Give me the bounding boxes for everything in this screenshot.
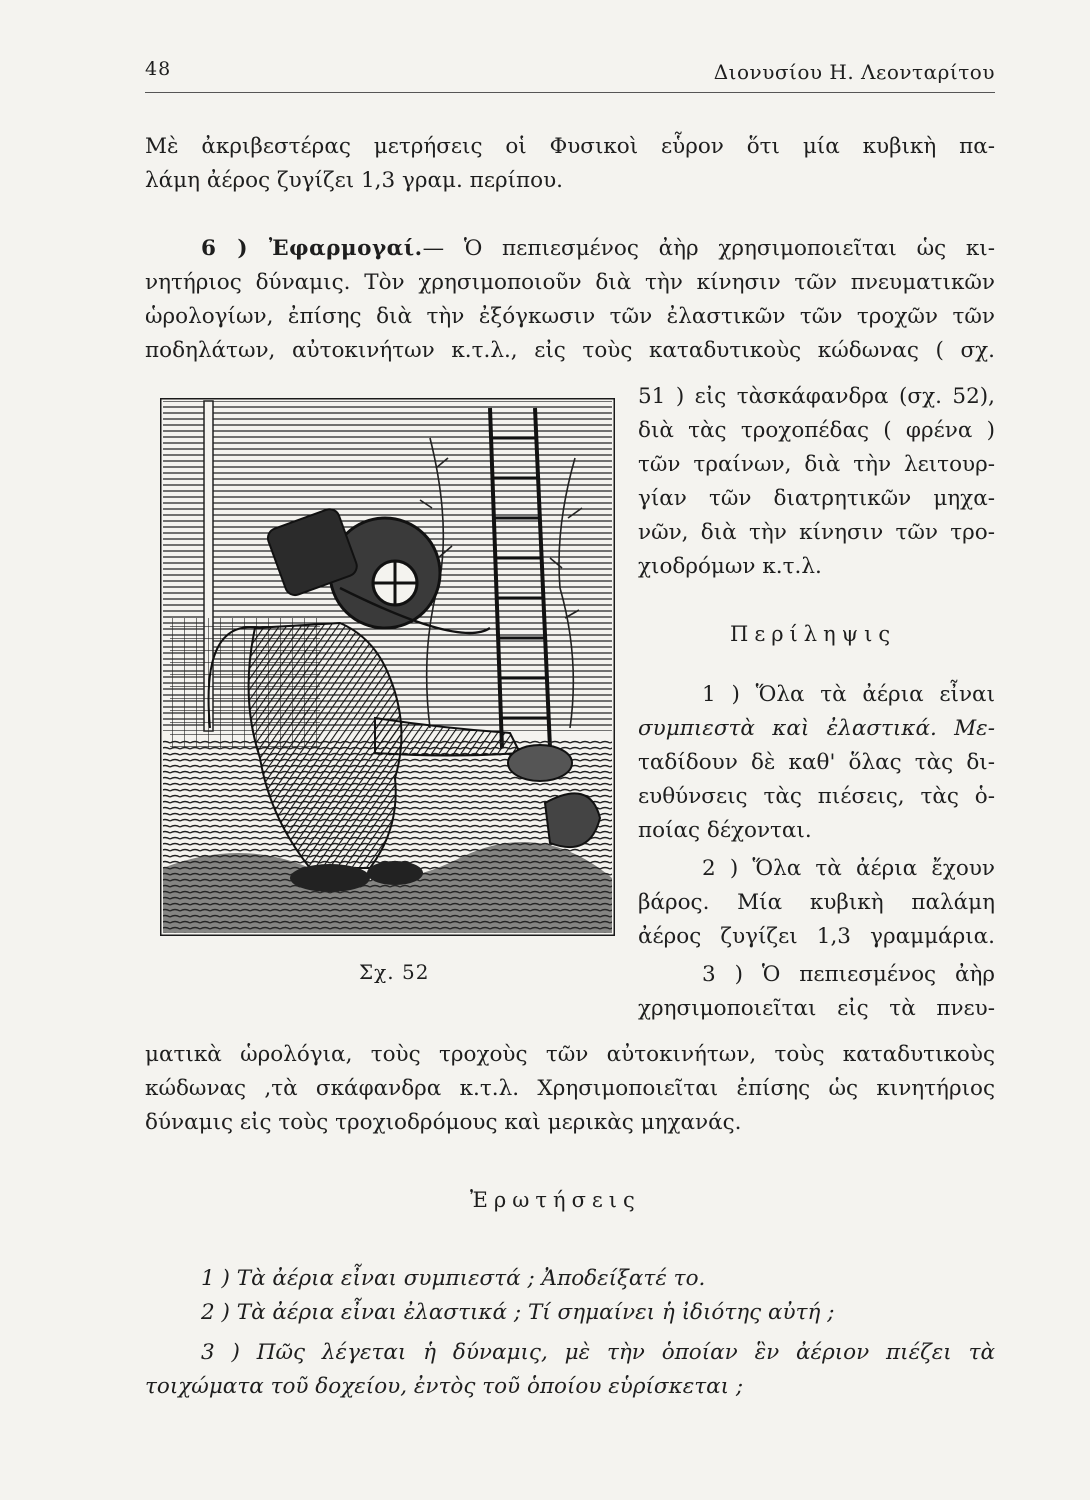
summary-line: συμπιεστὰ καὶ ἐλαστικά. Με- [638, 716, 995, 741]
question-item: τοιχώματα τοῦ δοχείου, ἐντὸς τοῦ ὁποίου εὑρίσκεται ; [145, 1374, 744, 1399]
applications-right-line: νῶν, διὰ τὴν κίνησιν τῶν τρο- [638, 520, 995, 545]
summary-full-line: ματικὰ ὡρολόγια, τοὺς τροχοὺς τῶν αὐτοκινήτων, τοὺς καταδυτικοὺς [145, 1042, 995, 1067]
summary-full-line: δύναμις εἰς τοὺς τροχιοδρόμους καὶ μερικὰς μηχανάς. [145, 1110, 742, 1135]
applications-right-line: γίαν τῶν διατρητικῶν μηχα- [638, 486, 995, 511]
applications-line: ὡρολογίων, ἐπίσης διὰ τὴν ἐξόγκωσιν τῶν ἐλαστικῶν τῶν τροχῶν τῶν [145, 304, 995, 329]
summary-line: ἀέρος ζυγίζει 1,3 γραμμάρια. [638, 924, 995, 949]
summary-line: 1 ) Ὅλα τὰ ἀέρια εἶναι [702, 682, 995, 707]
summary-line: ποίας δέχονται. [638, 818, 812, 843]
intro-line: λάμη ἀέρος ζυγίζει 1,3 γραμ. περίπου. [145, 168, 564, 193]
applications-right-line: τῶν τραίνων, διὰ τὴν λειτουρ- [638, 452, 995, 477]
questions-heading: Ἐρωτήσεις [470, 1188, 641, 1212]
applications-first-line [145, 232, 995, 266]
page-header [145, 58, 995, 92]
applications-heading: 6 ) Ἐφαρμογαί. [201, 236, 423, 261]
summary-line: 2 ) Ὅλα τὰ ἀέρια ἔχουν [702, 856, 995, 881]
figure-caption: Σχ. 52 [359, 960, 430, 984]
intro-line: Μὲ ἀκριβεστέρας μετρήσεις οἱ Φυσικοὶ εὗρον ὅτι μία κυβικὴ πα- [145, 134, 995, 159]
running-head: Διονυσίου Η. Λεονταρίτου [713, 60, 995, 84]
diver-illustration-icon [160, 398, 615, 936]
summary-line: βάρος. Μία κυβικὴ παλάμη [638, 890, 995, 915]
summary-full-line: κώδωνας ,τὰ σκάφανδρα κ.τ.λ. Χρησιμοποιεῖται ἐπίσης ὡς κινητήριος [145, 1076, 995, 1101]
summary-line: 3 ) Ὁ πεπιεσμένος ἀὴρ [702, 962, 995, 987]
summary-heading: Περίληψις [730, 622, 897, 646]
applications-right-line: διὰ τὰς τροχοπέδας ( φρένα ) [638, 418, 995, 443]
diver-figure [160, 398, 615, 936]
page-number: 48 [145, 58, 172, 80]
applications-right-line: χιοδρόμων κ.τ.λ. [638, 554, 822, 579]
question-item: 3 ) Πῶς λέγεται ἡ δύναμις, μὲ τὴν ὁποίαν ἓν ἀέριον πιέζει τὰ [201, 1340, 995, 1365]
applications-line: νητήριος δύναμις. Τὸν χρησιμοποιοῦν διὰ τὴν κίνησιν τῶν πνευματικῶν [145, 270, 995, 295]
applications-right-line: 51 ) εἰς τὰσκάφανδρα (σχ. 52), [638, 384, 995, 409]
summary-line: ταδίδουν δὲ καθ' ὅλας τὰς δι- [638, 750, 995, 775]
header-rule [145, 92, 995, 93]
applications-first-line-text: — Ὁ πεπιεσμένος ἀὴρ χρησιμοποιεῖται ὡς κι- [422, 236, 995, 261]
question-item: 2 ) Τὰ ἀέρια εἶναι ἐλαστικά ; Τί σημαίνει ἡ ἰδιότης αὐτή ; [201, 1300, 835, 1325]
summary-line: ευθύνσεις τὰς πιέσεις, τὰς ὁ- [638, 784, 995, 809]
question-item: 1 ) Τὰ ἀέρια εἶναι συμπιεστά ; Ἀποδείξατέ το. [201, 1266, 706, 1291]
applications-line: ποδηλάτων, αὐτοκινήτων κ.τ.λ., εἰς τοὺς καταδυτικοὺς κώδωνας ( σχ. [145, 338, 995, 363]
summary-line: χρησιμοποιεῖται εἰς τὰ πνευ- [638, 996, 995, 1021]
